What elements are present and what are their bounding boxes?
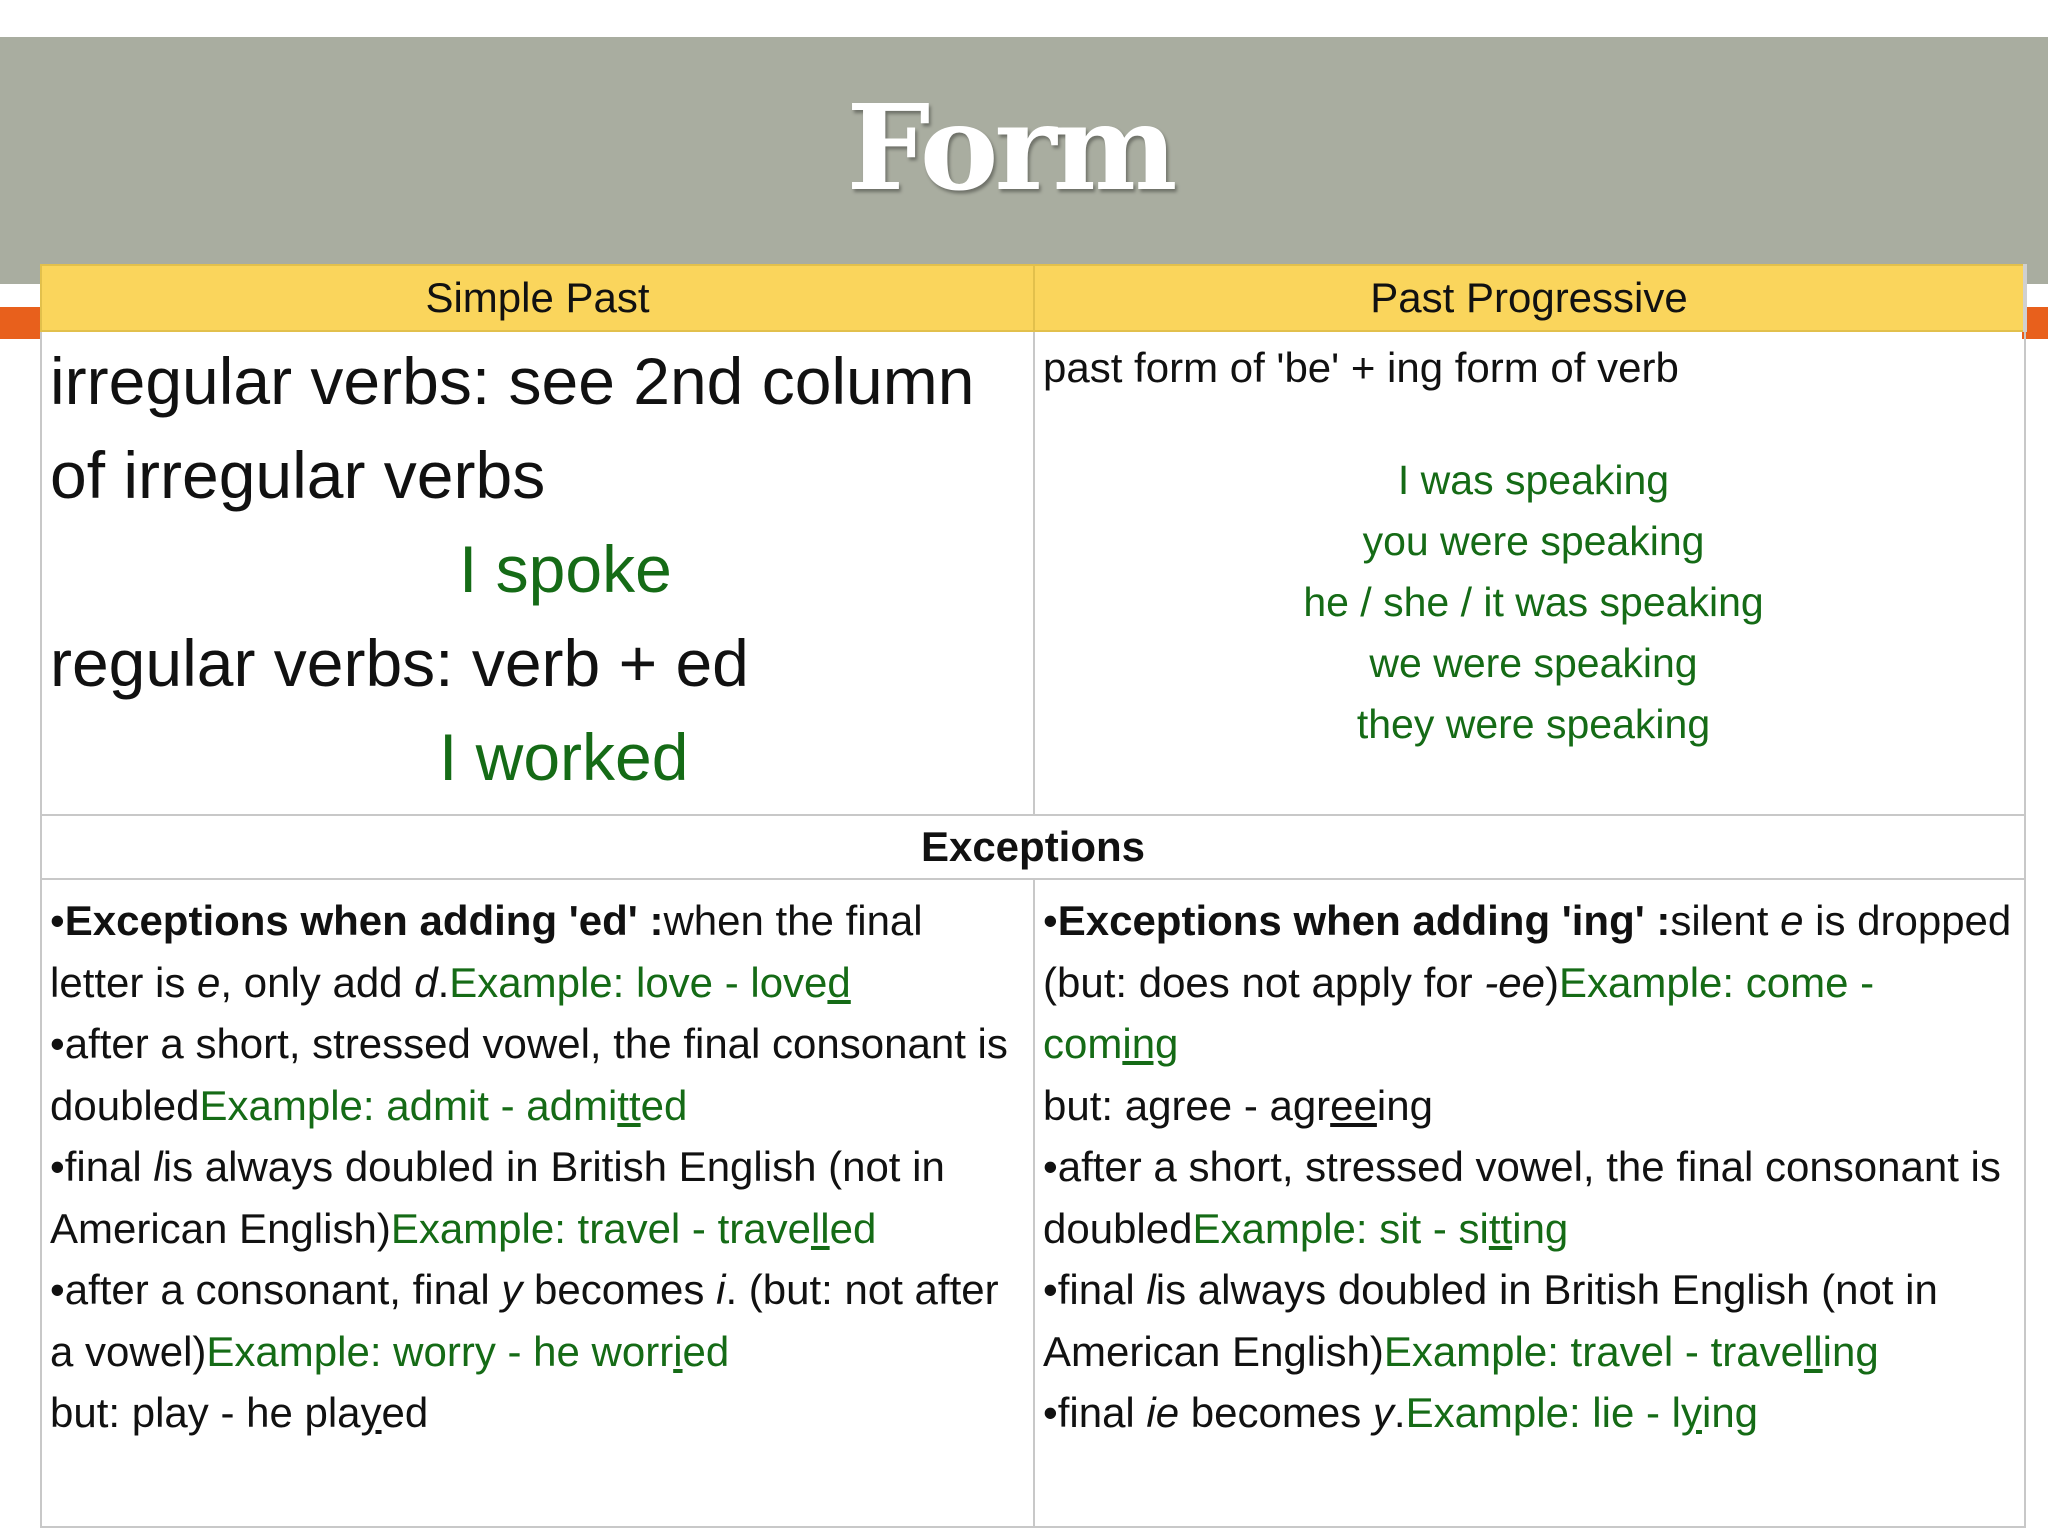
header-past-progressive: Past Progressive: [1034, 265, 2025, 331]
progressive-example: they were speaking: [1356, 701, 1711, 747]
simple-past-cell: [41, 331, 1034, 815]
past-progressive-cell: [1034, 331, 2025, 815]
ed-rule-1: •Exceptions when adding 'ed' :when the final letter is e, only add d.Example: love - loved: [50, 897, 923, 1006]
regular-example: I worked: [439, 720, 689, 794]
slide-title: Form: [846, 78, 1174, 217]
regular-rule: regular verbs: verb + ed: [50, 626, 749, 700]
ed-rule-5: but: play - he played: [50, 1389, 429, 1436]
irregular-example: I spoke: [459, 532, 672, 606]
progressive-example: you were speaking: [1362, 518, 1705, 564]
irregular-rule: irregular verbs: see 2nd column of irregular verbs: [50, 344, 975, 512]
ing-rule-3: •final lis always doubled in British English (not in American English)Example: travel - travelling: [1043, 1266, 1938, 1375]
exceptions-header-row: [41, 815, 2025, 879]
progressive-definition: past form of 'be' + ing form of verb: [1043, 344, 1679, 391]
ing-rule-4: •final ie becomes y.Example: lie - lying: [1043, 1389, 1759, 1436]
form-table: [40, 264, 2027, 1528]
ed-rule-4: •after a consonant, final y becomes i. (but: not after a vowel)Example: worry - he worried: [50, 1266, 999, 1375]
ed-exceptions-cell: [41, 879, 1034, 1527]
ed-rule-3: •final lis always doubled in British English (not in American English)Example: travel - travelled: [50, 1143, 945, 1252]
accent-bar-left: [0, 307, 42, 339]
exceptions-header: Exceptions: [41, 815, 2025, 879]
ed-rule-2: •after a short, stressed vowel, the final consonant is doubledExample: admit - admitted: [50, 1020, 1008, 1129]
ing-rule-1: •Exceptions when adding 'ing' :silent e is dropped (but: does not apply for -ee)Example: come - coming: [1043, 897, 2012, 1067]
form-row: [41, 331, 2025, 815]
ing-rule-2: •after a short, stressed vowel, the final consonant is doubledExample: sit - sitting: [1043, 1143, 2001, 1252]
progressive-example: we were speaking: [1369, 640, 1698, 686]
progressive-example: I was speaking: [1397, 457, 1670, 503]
ing-exceptions-cell: [1034, 879, 2025, 1527]
ing-rule-1b: but: agree - agreeing: [1043, 1081, 1433, 1129]
header-simple-past: Simple Past: [41, 265, 1034, 331]
progressive-example: he / she / it was speaking: [1303, 579, 1764, 625]
header-row: [41, 265, 2025, 331]
progressive-examples: [1043, 450, 2024, 755]
exceptions-row: [41, 879, 2025, 1527]
